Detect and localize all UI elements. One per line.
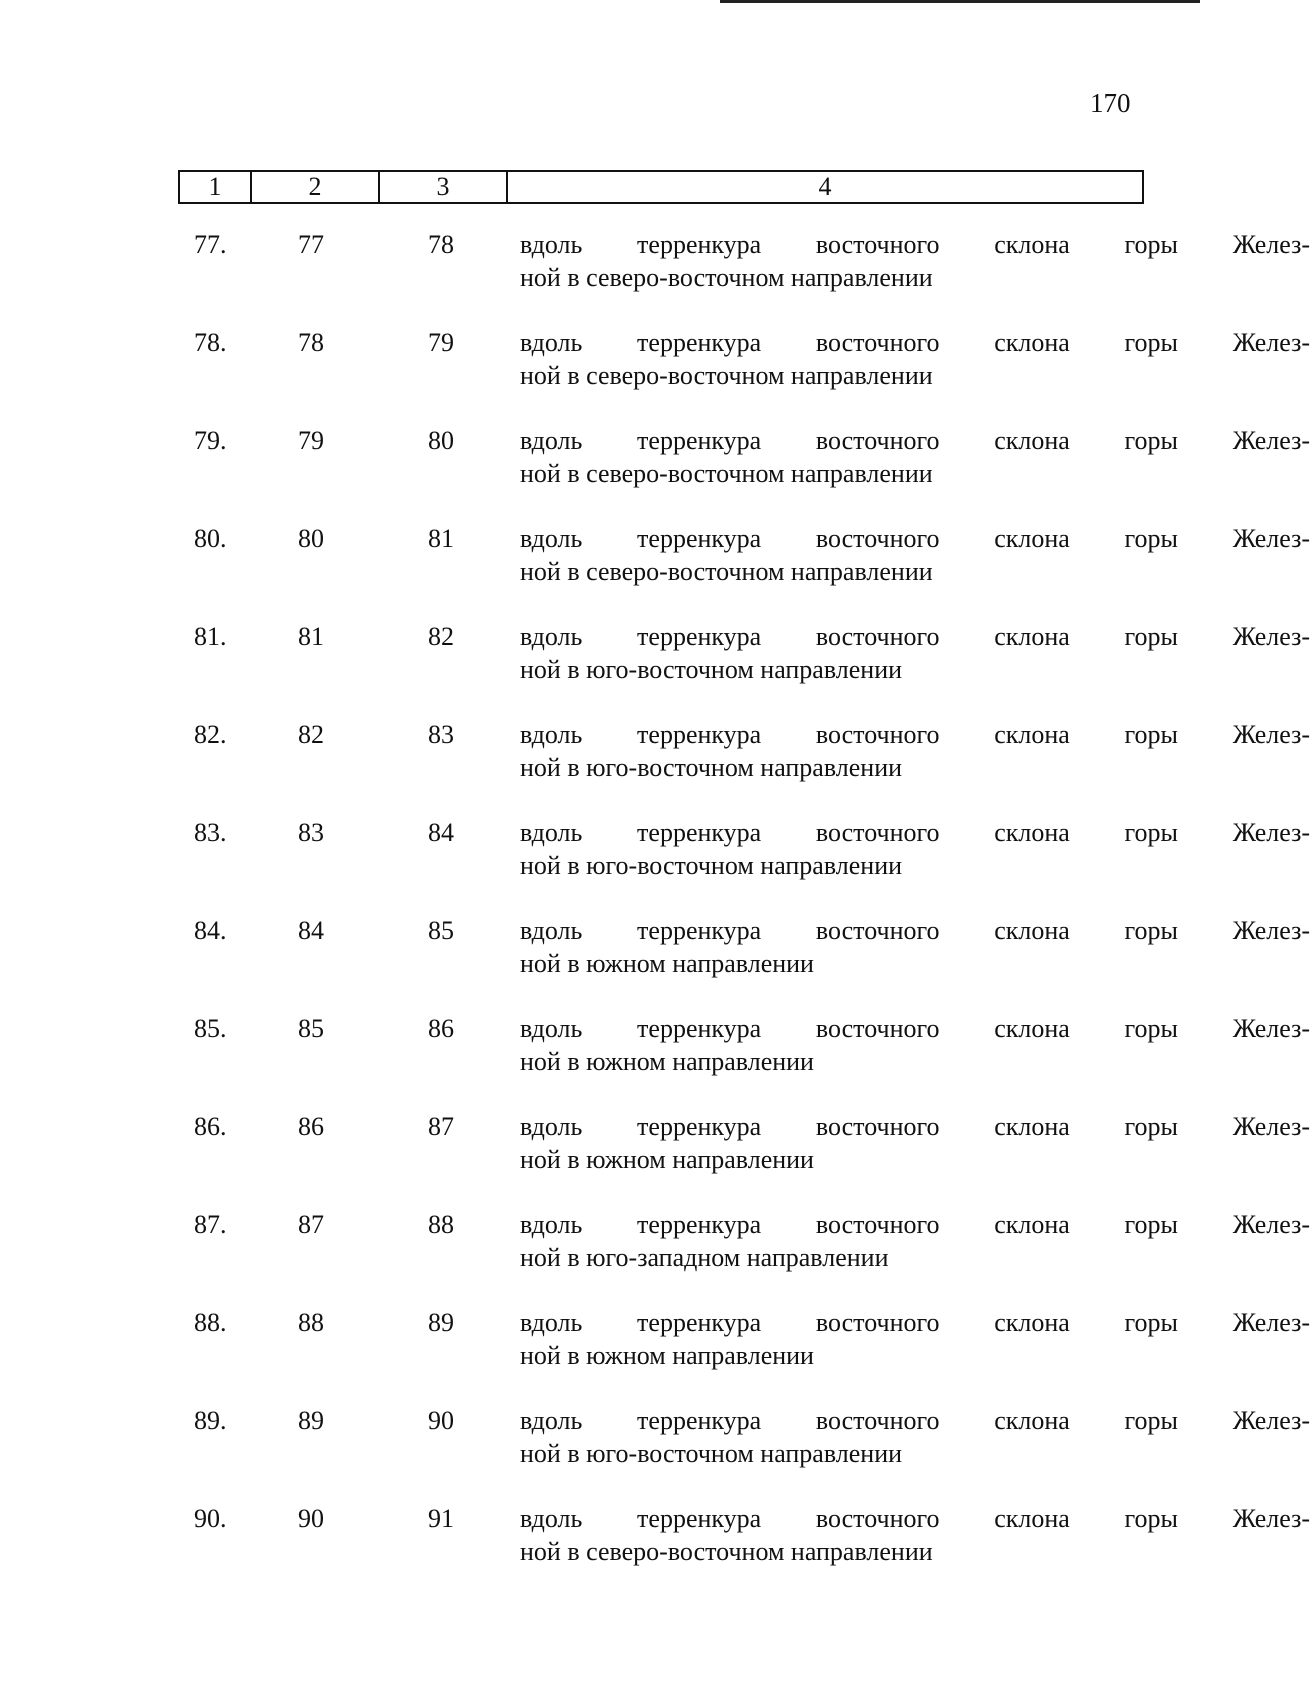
page-number: 170 [1090, 88, 1131, 118]
point-from: 81 [298, 622, 324, 651]
row-number: 88. [194, 1308, 227, 1337]
row-number: 89. [194, 1406, 227, 1435]
point-to: 88 [428, 1210, 454, 1239]
route-description-line-2: ной в северо-восточном направлении [520, 557, 933, 586]
table-row [178, 1206, 1310, 1304]
route-description [520, 1208, 1310, 1274]
route-description-line-1: вдоль терренкура восточного склона горы Желез- [520, 1112, 1310, 1141]
route-description-line-2: ной в северо-восточном направлении [520, 263, 933, 292]
row-number: 78. [194, 328, 227, 357]
point-from: 79 [298, 426, 324, 455]
point-from: 87 [298, 1210, 324, 1239]
row-number: 87. [194, 1210, 227, 1239]
route-description [520, 620, 1310, 686]
point-to: 87 [428, 1112, 454, 1141]
row-number: 81. [194, 622, 227, 651]
table-row [178, 1108, 1310, 1206]
route-description-line-2: ной в южном направлении [520, 1341, 814, 1370]
header-col-1: 1 [180, 172, 252, 202]
route-description-line-1: вдоль терренкура восточного склона горы Желез- [520, 916, 1310, 945]
table-row [178, 422, 1310, 520]
route-description-line-2: ной в южном направлении [520, 1047, 814, 1076]
top-rule [720, 0, 1200, 3]
route-description-line-1: вдоль терренкура восточного склона горы Желез- [520, 622, 1310, 651]
route-description-line-1: вдоль терренкура восточного склона горы Желез- [520, 1504, 1310, 1533]
table-body [178, 226, 1310, 1598]
route-description-line-2: ной в южном направлении [520, 949, 814, 978]
route-description [520, 522, 1310, 588]
route-description-line-2: ной в южном направлении [520, 1145, 814, 1174]
table-row [178, 1402, 1310, 1500]
route-description-line-1: вдоль терренкура восточного склона горы Желез- [520, 720, 1310, 749]
route-description [520, 1502, 1310, 1568]
point-from: 82 [298, 720, 324, 749]
route-description [520, 1012, 1310, 1078]
point-from: 83 [298, 818, 324, 847]
table-row [178, 226, 1310, 324]
route-description-line-1: вдоль терренкура восточного склона горы Желез- [520, 1406, 1310, 1435]
point-to: 83 [428, 720, 454, 749]
row-number: 90. [194, 1504, 227, 1533]
point-from: 88 [298, 1308, 324, 1337]
row-number: 80. [194, 524, 227, 553]
table-row [178, 1500, 1310, 1598]
header-col-4: 4 [818, 172, 832, 201]
route-description-line-2: ной в юго-западном направлении [520, 1243, 889, 1272]
route-description [520, 1306, 1310, 1372]
route-description-line-2: ной в северо-восточном направлении [520, 361, 933, 390]
row-number: 79. [194, 426, 227, 455]
table-row [178, 1010, 1310, 1108]
route-description-line-2: ной в юго-восточном направлении [520, 851, 903, 880]
point-to: 89 [428, 1308, 454, 1337]
point-from: 90 [298, 1504, 324, 1533]
row-number: 86. [194, 1112, 227, 1141]
point-from: 89 [298, 1406, 324, 1435]
route-description [520, 1110, 1310, 1176]
route-description [520, 424, 1310, 490]
route-description-line-1: вдоль терренкура восточного склона горы Желез- [520, 524, 1310, 553]
route-description-line-1: вдоль терренкура восточного склона горы Желез- [520, 1308, 1310, 1337]
table-row [178, 814, 1310, 912]
point-to: 90 [428, 1406, 454, 1435]
route-description-line-1: вдоль терренкура восточного склона горы Желез- [520, 230, 1310, 259]
point-to: 78 [428, 230, 454, 259]
route-description-line-1: вдоль терренкура восточного склона горы Желез- [520, 1014, 1310, 1043]
table-row [178, 716, 1310, 814]
table-row [178, 912, 1310, 1010]
point-to: 79 [428, 328, 454, 357]
route-description [520, 718, 1310, 784]
point-to: 91 [428, 1504, 454, 1533]
route-description-line-2: ной в северо-восточном направлении [520, 1537, 933, 1566]
table-row [178, 520, 1310, 618]
point-to: 82 [428, 622, 454, 651]
point-to: 86 [428, 1014, 454, 1043]
row-number: 77. [194, 230, 227, 259]
route-description-line-2: ной в юго-восточном направлении [520, 1439, 903, 1468]
row-number: 82. [194, 720, 227, 749]
route-description [520, 1404, 1310, 1470]
table-header [178, 170, 1144, 204]
table-row [178, 324, 1310, 422]
point-from: 84 [298, 916, 324, 945]
route-description [520, 816, 1310, 882]
table-row [178, 1304, 1310, 1402]
route-description-line-1: вдоль терренкура восточного склона горы Желез- [520, 328, 1310, 357]
route-description-line-2: ной в северо-восточном направлении [520, 459, 933, 488]
route-description-line-1: вдоль терренкура восточного склона горы Желез- [520, 818, 1310, 847]
table-row [178, 618, 1310, 716]
point-to: 84 [428, 818, 454, 847]
point-from: 77 [298, 230, 324, 259]
route-description [520, 326, 1310, 392]
point-from: 85 [298, 1014, 324, 1043]
route-description [520, 914, 1310, 980]
point-to: 80 [428, 426, 454, 455]
header-col-3: 3 [380, 172, 508, 202]
point-from: 86 [298, 1112, 324, 1141]
point-to: 85 [428, 916, 454, 945]
row-number: 85. [194, 1014, 227, 1043]
row-number: 84. [194, 916, 227, 945]
route-description-line-1: вдоль терренкура восточного склона горы Желез- [520, 426, 1310, 455]
point-to: 81 [428, 524, 454, 553]
route-description-line-2: ной в юго-восточном направлении [520, 655, 903, 684]
row-number: 83. [194, 818, 227, 847]
header-col-2: 2 [252, 172, 380, 202]
point-from: 80 [298, 524, 324, 553]
point-from: 78 [298, 328, 324, 357]
route-description-line-1: вдоль терренкура восточного склона горы Желез- [520, 1210, 1310, 1239]
route-description [520, 228, 1310, 294]
route-description-line-2: ной в юго-восточном направлении [520, 753, 903, 782]
